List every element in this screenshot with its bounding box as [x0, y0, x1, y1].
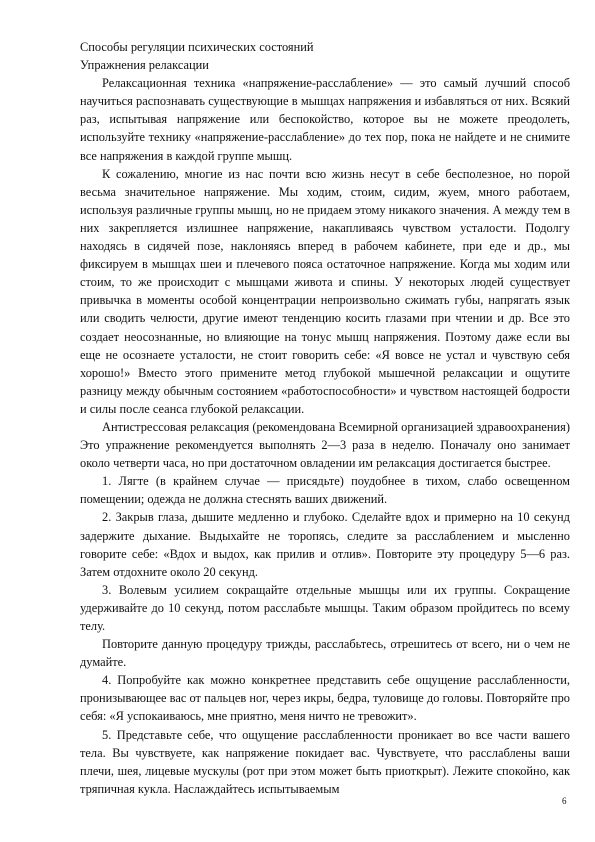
document-subtitle: Упражнения релаксации: [80, 58, 209, 73]
document-page: [80, 38, 570, 798]
paragraph-antistress: Антистрессовая релаксация (рекомендована Всемирной организацией здравоохранения) Это упражнение рекомендуется выполнять 2—3 раза в неделю. Поначалу оно занимает около четверти часа, но при достаточном овладении им релаксация достигается быстрее.: [80, 419, 570, 471]
page-number: 6: [562, 796, 567, 806]
paragraph-step-1: 1. Лягте (в крайнем случае — присядьте) поудобнее в тихом, слабо освещенном помещении; одежда не должна стеснять ваших движений.: [80, 474, 570, 507]
paragraph-repeat: Повторите данную процедуру трижды, расслабьтесь, отрешитесь от всего, ни о чем не думайте.: [80, 637, 570, 670]
document-title: Способы регуляции психических состояний: [80, 40, 314, 54]
paragraph-intro: Релаксационная техника «напряжение-расслабление» — это самый лучший способ научиться распознавать существующие в мышцах напряжения и избавляться от них. Всякий раз, испытывая напряжение или беспокойство, которое вы не можете преодолеть, используйте технику «напряжение-расслабление» до тех пор, пока не найдете и не снимите все напряжения в каждой группе мышц.: [80, 76, 570, 163]
paragraph-step-5: 5. Представьте себе, что ощущение расслабленности проникает во все части вашего тела. Вы чувствуете, как напряжение покидает вас. Чувствуете, что расслаблены ваши плечи, шея, лицевые мускулы (рот при этом может быть приоткрыт). Лежите спокойно, как тряпичная кукла. Наслаждайтесь испытываемым: [80, 727, 570, 796]
paragraph-tension: К сожалению, многие из нас почти всю жизнь несут в себе бесполезное, но порой весьма значительное напряжение. Мы ходим, стоим, сидим, жуем, много работаем, используя различные группы мышц, но не придаем этому никакого значения. А между тем в них закрепляется излишнее напряжение, накапливаясь чувством усталости. Подолгу находясь в сидячей позе, наклоняясь вперед в рабочем кабинете, при еде и др., мы фиксируем в мышцах шеи и плечевого пояса остаточное напряжение. Когда мы ходим или стоим, то же происходит с мышцами живота и спины. У некоторых людей существует привычка в моменты особой концентрации непроизвольно сжимать губы, напрягать язык или сводить челюсти, другие имеют тенденцию косить глазами при чтении и др. Все это создает неосознанные, но влияющие на тонус мышц напряжения. Поэтому даже если вы еще не осознаете усталости, не стоит говорить себе: «Я вовсе не устал и чувствую себя хорошо!» Вместо этого примените метод глубокой мышечной релаксации и ощутите разницу между обычным состоянием «работоспособности» и чувством настоящей бодрости и силы после сеанса глубокой релаксации.: [80, 166, 570, 416]
paragraph-step-2: 2. Закрыв глаза, дышите медленно и глубоко. Сделайте вдох и примерно на 10 секунд задержите дыхание. Выдыхайте не торопясь, следите за расслаблением и мысленно говорите себе: «Вдох и выдох, как прилив и отлив». Повторите эту процедуру 5—6 раз. Затем отдохните около 20 секунд.: [80, 510, 570, 579]
paragraph-step-3: 3. Волевым усилием сокращайте отдельные мышцы или их группы. Сокращение удерживайте до 10 секунд, потом расслабьте мышцы. Таким образом пройдитесь по всему телу.: [80, 582, 570, 633]
paragraph-step-4: 4. Попробуйте как можно конкретнее представить себе ощущение расслабленности, пронизывающее вас от пальцев ног, через икры, бедра, туловище до головы. Повторяйте про себя: «Я успокаиваюсь, мне приятно, меня ничто не тревожит».: [80, 673, 570, 724]
